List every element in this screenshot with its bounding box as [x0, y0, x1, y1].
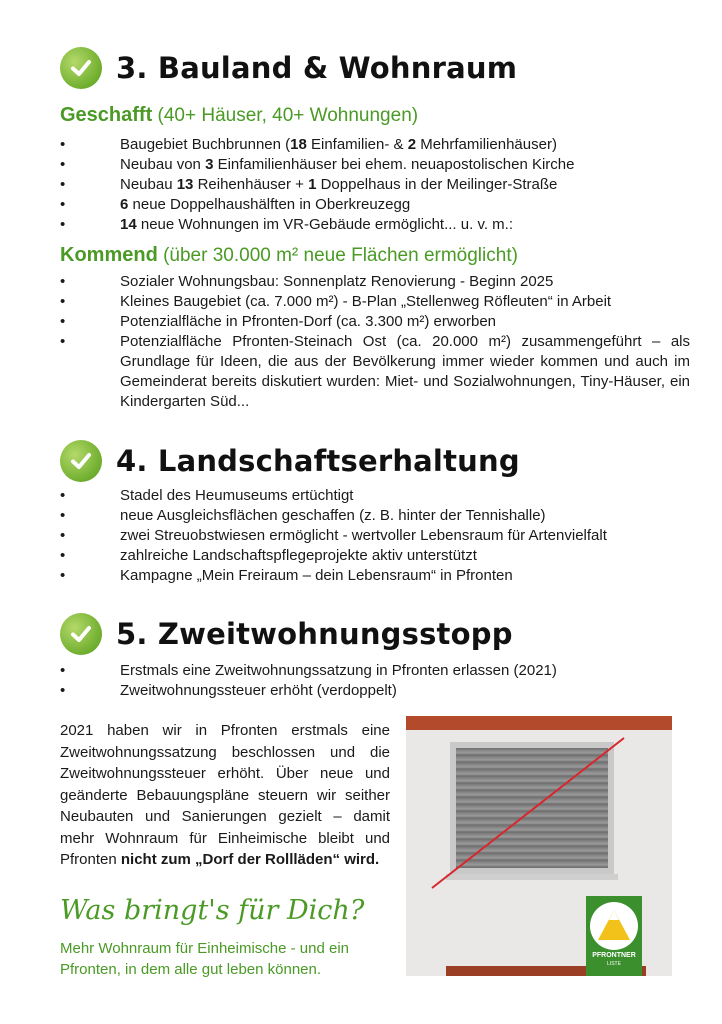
roller-shutter-photo	[406, 716, 672, 976]
list-item: • 6 neue Doppelhaushälften in Oberkreuzegg	[60, 195, 690, 215]
coming-note: (über 30.000 m² neue Flächen ermöglicht)	[163, 245, 518, 266]
done-subhead	[60, 104, 418, 127]
checkmark-icon	[60, 47, 102, 89]
section-5-header	[60, 613, 513, 655]
checkmark-icon	[60, 613, 102, 655]
done-list	[60, 135, 690, 235]
list-item: • Neubau 13 Reihenhäuser + 1 Doppelhaus in der Meilinger-Straße	[60, 175, 690, 195]
coming-label: Kommend	[60, 244, 158, 266]
list-item: • Potenzialfläche Pfronten-Steinach Ost (ca. 20.000 m²) zusammengeführt – als Grundlage für Ideen, die aus der Bevölkerung immer wieder kommen und auch im Gemeinderat bereits diskutiert wurden: Miet- und Sozialwohnungen, Tiny-Häuser, ein Kindergarten Süd...	[60, 332, 690, 412]
section-title: 4. Landschaftserhaltung	[116, 444, 520, 478]
list-item: • Baugebiet Buchbrunnen (18 Einfamilien- & 2 Mehrfamilienhäuser)	[60, 135, 690, 155]
list-item: • Potenzialfläche in Pfronten-Dorf (ca. 3.300 m²) erworben	[60, 312, 690, 332]
logo-sub: LISTE	[607, 961, 621, 967]
coming-subhead	[60, 244, 518, 267]
section-3-header	[60, 47, 517, 89]
list-item: • 14 neue Wohnungen im VR-Gebäude ermöglicht... u. v. m.:	[60, 215, 690, 235]
pfrontner-liste-logo	[586, 896, 642, 976]
section-title: 3. Bauland & Wohnraum	[116, 51, 518, 85]
list-item: • zahlreiche Landschaftspflegeprojekte aktiv unterstützt	[60, 546, 690, 566]
script-heading: Was bringt's für Dich?	[60, 895, 365, 926]
logo-badge	[590, 902, 638, 950]
list-item: • Erstmals eine Zweitwohnungssatzung in Pfronten erlassen (2021)	[60, 661, 690, 681]
list-item: • Stadel des Heumuseums ertüchtigt	[60, 486, 690, 506]
checkmark-icon	[60, 440, 102, 482]
landscape-list	[60, 486, 690, 586]
benefit-text: Mehr Wohnraum für Einheimische - und ein Pfronten, in dem alle gut leben können.	[60, 940, 350, 978]
list-item: • zwei Streuobstwiesen ermöglicht - wertvoller Lebensraum für Artenvielfalt	[60, 526, 690, 546]
mountain-icon	[590, 902, 638, 950]
second-home-list	[60, 661, 690, 701]
list-item: • Kleines Baugebiet (ca. 7.000 m²) - B-Plan „Stellenweg Röfleuten“ in Arbeit	[60, 292, 690, 312]
done-note: (40+ Häuser, 40+ Wohnungen)	[157, 105, 419, 126]
list-item: • Zweitwohnungssteuer erhöht (verdoppelt)	[60, 681, 690, 701]
done-label: Geschafft	[60, 104, 153, 126]
logo-name: PFRONTNER	[592, 952, 636, 959]
list-item: • Sozialer Wohnungsbau: Sonnenplatz Renovierung - Beginn 2025	[60, 272, 690, 292]
list-item: • Neubau von 3 Einfamilienhäuser bei ehem. neuapostolischen Kirche	[60, 155, 690, 175]
section-title: 5. Zweitwohnungsstopp	[116, 617, 513, 651]
list-item: • neue Ausgleichsflächen geschaffen (z. B. hinter der Tennishalle)	[60, 506, 690, 526]
paragraph-emphasis: nicht zum „Dorf der Rollläden“ wird.	[120, 851, 380, 868]
list-item: • Kampagne „Mein Freiraum – dein Lebensraum“ in Pfronten	[60, 566, 690, 586]
coming-list	[60, 272, 690, 412]
section-4-header	[60, 440, 520, 482]
body-paragraph: 2021 haben wir in Pfronten erstmals eine Zweitwohnungssatzung beschlossen und die Zweitwohnungssteuer erhöht. Über neue und geänderte Bebauungspläne steuern wir seither Neubauten und Sanierungen gezielt – damit mehr Wohnraum für Einheimische bleibt und Pfronten nicht zum „Dorf der Rollläden“ wird.	[60, 722, 390, 868]
